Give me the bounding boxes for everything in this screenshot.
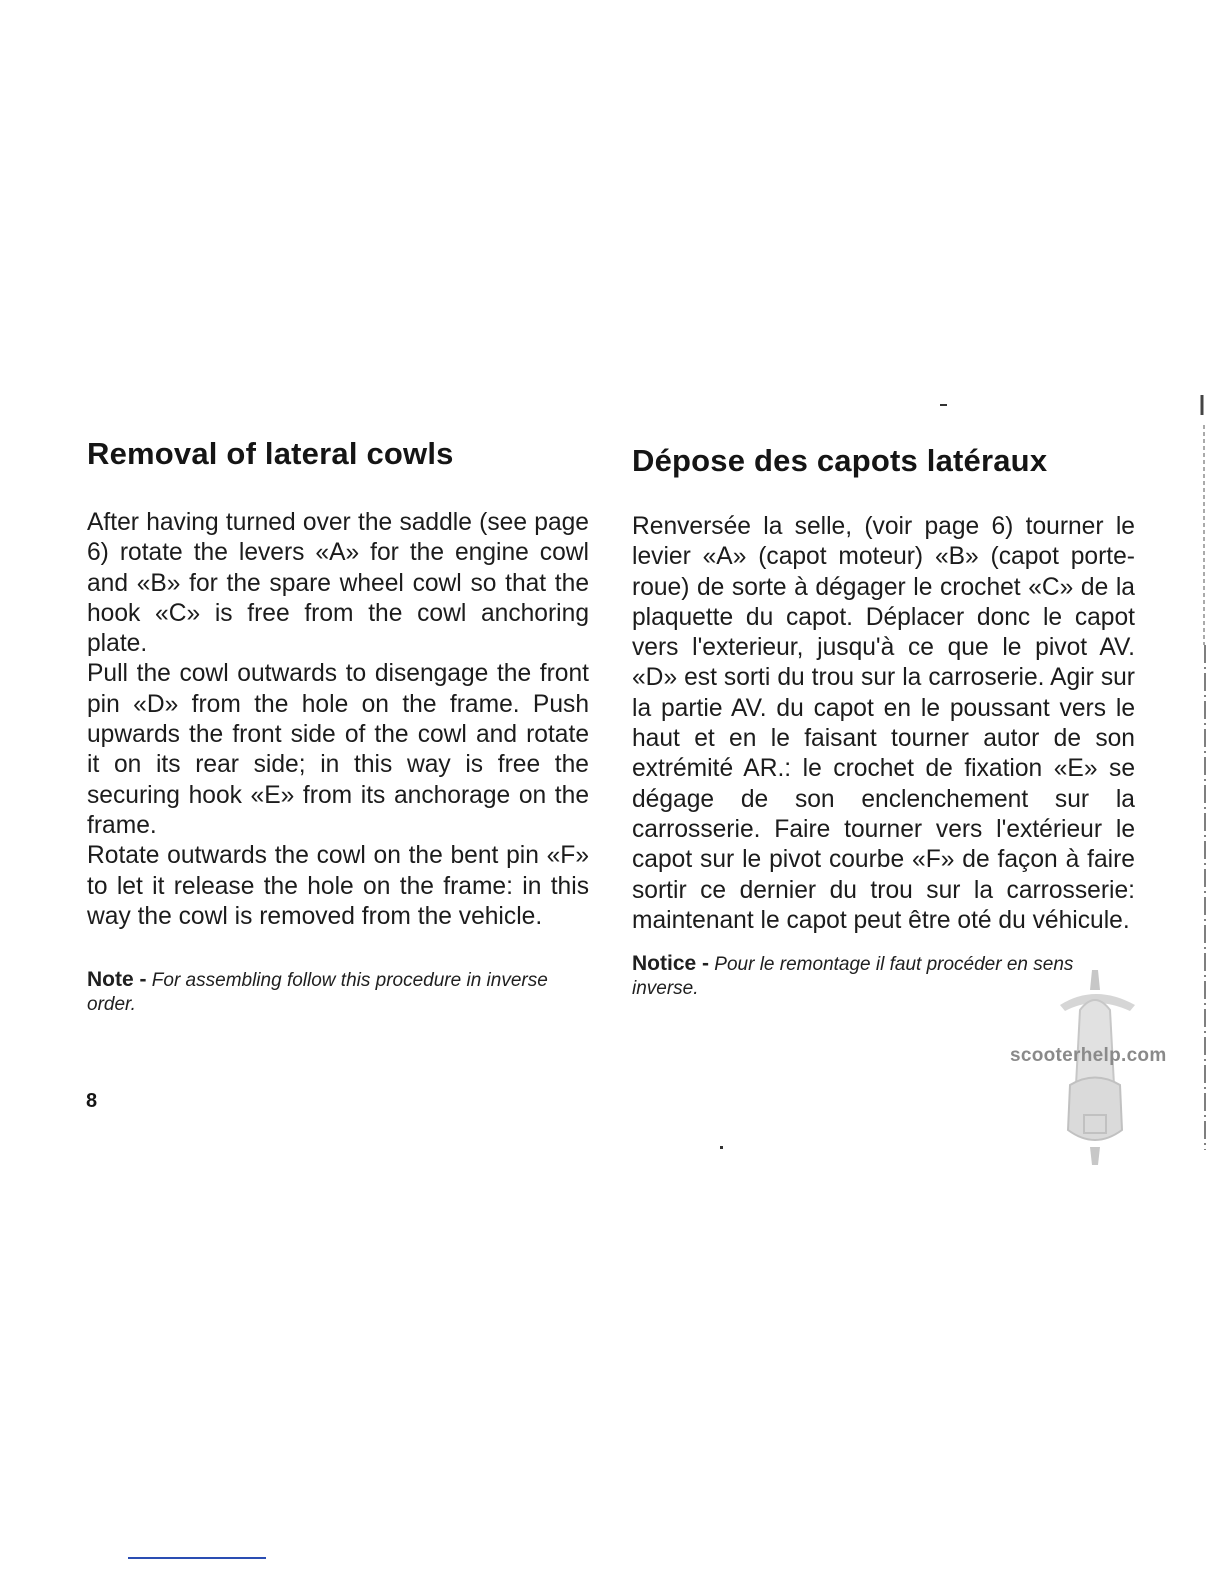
- french-note-label: Notice -: [632, 952, 710, 976]
- scan-speck: [720, 1146, 723, 1149]
- english-paragraph-3: Rotate outwards the cowl on the bent pin «F» to let it release the hole on the frame: in this way the cowl is removed from the vehicle.: [87, 842, 589, 930]
- english-body: [87, 508, 589, 932]
- watermark-text: scooterhelp.com: [1010, 1045, 1167, 1066]
- french-column: [632, 443, 1135, 1001]
- french-body: [632, 512, 1135, 936]
- english-note-label: Note -: [87, 968, 147, 992]
- page-number: 8: [86, 1090, 98, 1112]
- english-paragraph-2: Pull the cowl outwards to disengage the front pin «D» from the hole on the frame. Push upwards the front side of the cowl and rotate it on its rear side; in this way is free the securing hook «E» from its anchorage on the frame.: [87, 660, 589, 839]
- french-paragraph-1: Renversée la selle, (voir page 6) tourner le levier «A» (capot moteur) «B» (capot porte-roue) de sorte à dégager le crochet «C» de la plaquette du capot. Déplacer donc le capot vers l'exterieur, jusqu'à ce que le pivot AV. «D» est sorti du trou sur la carroserie. Agir sur la partie AV. du capot en le poussant vers le haut et en le faisant tourner autor de son extrémité AR.: le crochet de fixation «E» se dégage de son enclenchement sur la carrosserie. Faire tourner vers l'extérieur le capot sur le pivot courbe «F» de façon à faire sortir ce dernier du trou sur la carrosserie: maintenant le capot peut être oté du véhicule.: [632, 513, 1135, 934]
- english-title: Removal of lateral cowls: [87, 436, 454, 471]
- scooter-logo-icon: [1040, 965, 1150, 1170]
- english-column: [87, 436, 589, 1017]
- english-note-text: For assembling follow this procedure in inverse order.: [87, 970, 548, 1016]
- french-note-text: Pour le remontage il faut procéder en sens inverse.: [632, 954, 1074, 1000]
- bottom-rule: [128, 1557, 266, 1559]
- french-title: Dépose des capots latéraux: [632, 443, 1048, 478]
- english-paragraph-1: After having turned over the saddle (see page 6) rotate the levers «A» for the engine cowl and «B» for the spare wheel cowl so that the hook «C» is free from the cowl anchoring plate.: [87, 509, 589, 658]
- scan-edge-mark: [1196, 395, 1208, 1155]
- english-note: [87, 968, 589, 1017]
- scan-speck: [940, 404, 947, 406]
